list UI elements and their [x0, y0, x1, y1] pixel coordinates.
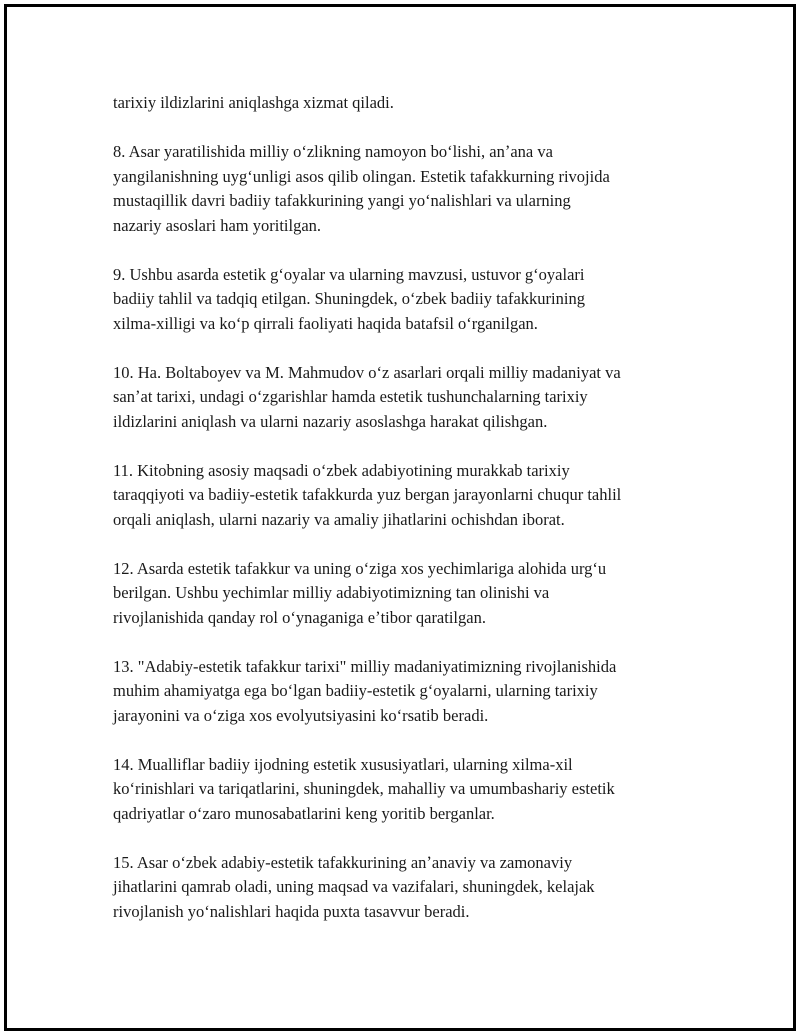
paragraph-8: 8. Asar yaratilishida milliy oʻzlikning namoyon boʻlishi, anʼana va yangilanishning uygʻunligi asos qilib olingan. Estetik tafakkurning rivojida mustaqillik davri badiiy tafakkurining yangi yoʻnalishlari va ularning nazariy asoslari ham yoritilgan. [113, 142, 610, 235]
document-body [113, 91, 703, 949]
paragraph-continuation: tarixiy ildizlarini aniqlashga xizmat qiladi. [113, 93, 394, 112]
paragraph-10: 10. Ha. Boltaboyev va M. Mahmudov oʻz asarlari orqali milliy madaniyat va sanʼat tarixi, undagi oʻzgarishlar hamda estetik tushunchalarning tarixiy ildizlarini aniqlash va ularni nazariy asoslashga harakat qilishgan. [113, 362, 621, 431]
paragraph-12: 12. Asarda estetik tafakkur va uning oʻziga xos yechimlariga alohida urgʻu berilgan. Ushbu yechimlar milliy adabiyotimizning tan olinishi va rivojlanishida qanday rol oʻynaganiga eʼtibor qaratilgan. [113, 558, 607, 627]
paragraph-14: 14. Mualliflar badiiy ijodning estetik xususiyatlari, ularning xilma-xil koʻrinishlari va tariqatlarini, shuningdek, mahalliy va umumbashariy estetik qadriyatlar oʻzaro munosabatlarini keng yoritib berganlar. [113, 754, 615, 823]
paragraph-11: 11. Kitobning asosiy maqsadi oʻzbek adabiyotining murakkab tarixiy taraqqiyoti va badiiy-estetik tafakkurda yuz bergan jarayonlarni chuqur tahlil orqali aniqlash, ularni nazariy va amaliy jihatlarini ochishdan iborat. [113, 460, 622, 529]
paragraph-9: 9. Ushbu asarda estetik gʻoyalar va ularning mavzusi, ustuvor gʻoyalari badiiy tahlil va tadqiq etilgan. Shuningdek, oʻzbek badiiy tafakkurining xilma-xilligi va koʻp qirrali faoliyati haqida batafsil oʻrganilgan. [113, 264, 585, 333]
paragraph-15: 15. Asar oʻzbek adabiy-estetik tafakkurining anʼanaviy va zamonaviy jihatlarini qamrab oladi, uning maqsad va vazifalari, shuningdek, kelajak rivojlanish yoʻnalishlari haqida puxta tasavvur beradi. [113, 852, 595, 921]
paragraph-13: 13. "Adabiy-estetik tafakkur tarixi" milliy madaniyatimizning rivojlanishida muhim ahamiyatga ega boʻlgan badiiy-estetik gʻoyalarni, ularning tarixiy jarayonini va oʻziga xos evolyutsiyasini koʻrsatib beradi. [113, 656, 617, 725]
